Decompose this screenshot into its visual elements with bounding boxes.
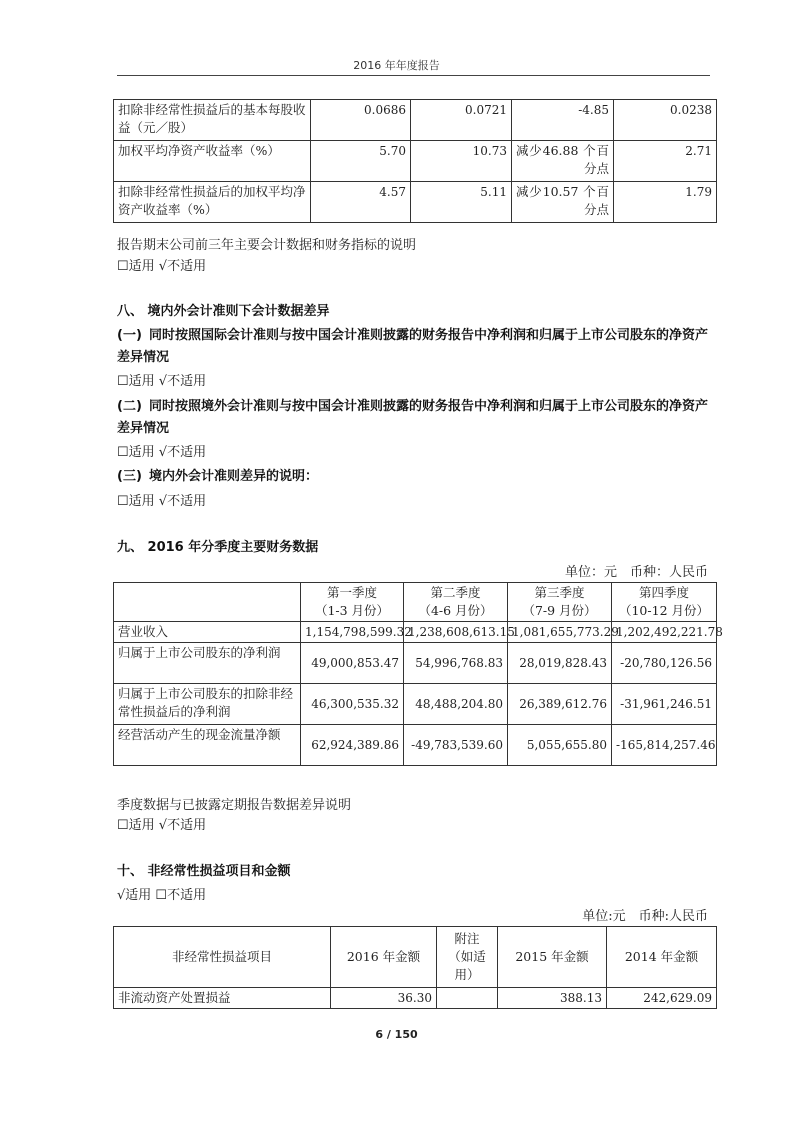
row-label: 营业收入 — [114, 622, 301, 643]
table-row — [114, 725, 717, 766]
value-q1: 62,924,389.86 — [301, 725, 404, 766]
value-2014: 1.79 — [614, 182, 717, 223]
section-8-item-3 — [117, 466, 717, 488]
section-8-item-2 — [117, 396, 717, 440]
row-label: 加权平均净资产收益率（%） — [114, 141, 311, 182]
value-2014: 2.71 — [614, 141, 717, 182]
table-row — [114, 988, 717, 1009]
indicators-note: 报告期末公司前三年主要会计数据和财务指标的说明 — [117, 238, 417, 253]
quarterly-note-applicability: ☐适用 √不适用 — [117, 818, 207, 833]
section-8-title: 八、 境内外会计准则下会计数据差异 — [117, 304, 330, 319]
value-q3: 26,389,612.76 — [508, 684, 612, 725]
value-q1: 1,154,798,599.32 — [301, 622, 404, 643]
value-q4: -165,814,257.46 — [612, 725, 717, 766]
value-q2: 1,238,608,613.15 — [404, 622, 508, 643]
value-q1: 46,300,535.32 — [301, 684, 404, 725]
item-text: 境内外会计准则差异的说明： — [149, 469, 319, 484]
value-2016: 0.0686 — [311, 100, 411, 141]
row-label: 归属于上市公司股东的净利润 — [114, 643, 301, 684]
value-2014: 242,629.09 — [607, 988, 717, 1009]
value-q4: 1,202,492,221.78 — [612, 622, 717, 643]
item-label: (一) — [117, 328, 142, 343]
value-q2: 48,488,204.80 — [404, 684, 508, 725]
header-divider — [117, 75, 710, 76]
section-10-unit: 单位:元 币种:人民币 — [582, 909, 708, 924]
column-header-2014: 2014 年金额 — [607, 927, 717, 988]
value-2016: 5.70 — [311, 141, 411, 182]
value-q3: 1,081,655,773.29 — [508, 622, 612, 643]
table-row — [114, 622, 717, 643]
change-value: 减少46.88 个百分点 — [512, 141, 614, 182]
section-10-applicability: √适用 ☐不适用 — [117, 888, 207, 903]
value-note — [437, 988, 498, 1009]
row-label: 非流动资产处置损益 — [114, 988, 331, 1009]
section-9-title: 九、 2016 年分季度主要财务数据 — [117, 540, 319, 555]
column-header-2016: 2016 年金额 — [331, 927, 437, 988]
indicators-note-applicability: ☐适用 √不适用 — [117, 259, 207, 274]
value-2015: 5.11 — [411, 182, 512, 223]
page-number: 6 / 150 — [375, 1028, 418, 1041]
value-2016: 4.57 — [311, 182, 411, 223]
row-label: 扣除非经常性损益后的基本每股收益（元／股） — [114, 100, 311, 141]
row-label: 归属于上市公司股东的扣除非经常性损益后的净利润 — [114, 684, 301, 725]
section-8-item-1 — [117, 325, 717, 369]
section-8-item-3-applicability: ☐适用 √不适用 — [117, 494, 207, 509]
value-q3: 28,019,828.43 — [508, 643, 612, 684]
section-9-unit: 单位：元 币种：人民币 — [564, 565, 708, 580]
table-row — [114, 643, 717, 684]
header-blank — [114, 583, 301, 622]
change-value: 减少10.57 个百分点 — [512, 182, 614, 223]
item-label: (三) — [117, 469, 142, 484]
row-label: 扣除非经常性损益后的加权平均净资产收益率（%） — [114, 182, 311, 223]
table-row — [114, 100, 717, 141]
column-header-q1: 第一季度 （1-3 月份） — [301, 583, 404, 622]
change-value: -4.85 — [512, 100, 614, 141]
section-8-item-1-applicability: ☐适用 √不适用 — [117, 374, 207, 389]
item-label: (二) — [117, 399, 142, 414]
table-header-row — [114, 927, 717, 988]
quarterly-data-table — [113, 582, 723, 766]
column-header-2015: 2015 年金额 — [498, 927, 607, 988]
item-text: 同时按照境外会计准则与按中国会计准则披露的财务报告中净利润和归属于上市公司股东的净资产差异情况 — [117, 399, 709, 436]
column-header-q2: 第二季度 （4-6 月份） — [404, 583, 508, 622]
value-q2: 54,996,768.83 — [404, 643, 508, 684]
value-q4: -20,780,126.56 — [612, 643, 717, 684]
section-8-item-2-applicability: ☐适用 √不适用 — [117, 445, 207, 460]
value-q1: 49,000,853.47 — [301, 643, 404, 684]
value-q4: -31,961,246.51 — [612, 684, 717, 725]
value-2015: 10.73 — [411, 141, 512, 182]
value-2015: 388.13 — [498, 988, 607, 1009]
value-q3: 5,055,655.80 — [508, 725, 612, 766]
value-2014: 0.0238 — [614, 100, 717, 141]
table-row — [114, 182, 717, 223]
row-label: 经营活动产生的现金流量净额 — [114, 725, 301, 766]
column-header-item: 非经常性损益项目 — [114, 927, 331, 988]
value-2016: 36.30 — [331, 988, 437, 1009]
table-row — [114, 684, 717, 725]
column-header-note: 附注（如适用） — [437, 927, 498, 988]
page-header-title: 2016 年年度报告 — [353, 59, 440, 72]
key-indicators-table — [113, 99, 717, 223]
column-header-q4: 第四季度 （10-12 月份） — [612, 583, 717, 622]
quarterly-note: 季度数据与已披露定期报告数据差异说明 — [117, 798, 352, 813]
value-2015: 0.0721 — [411, 100, 512, 141]
item-text: 同时按照国际会计准则与按中国会计准则披露的财务报告中净利润和归属于上市公司股东的净资产差异情况 — [117, 328, 709, 365]
table-header-row — [114, 583, 717, 622]
non-recurring-items-table — [113, 926, 717, 1009]
value-q2: -49,783,539.60 — [404, 725, 508, 766]
column-header-q3: 第三季度 （7-9 月份） — [508, 583, 612, 622]
section-10-title: 十、 非经常性损益项目和金额 — [117, 864, 291, 879]
table-row — [114, 141, 717, 182]
